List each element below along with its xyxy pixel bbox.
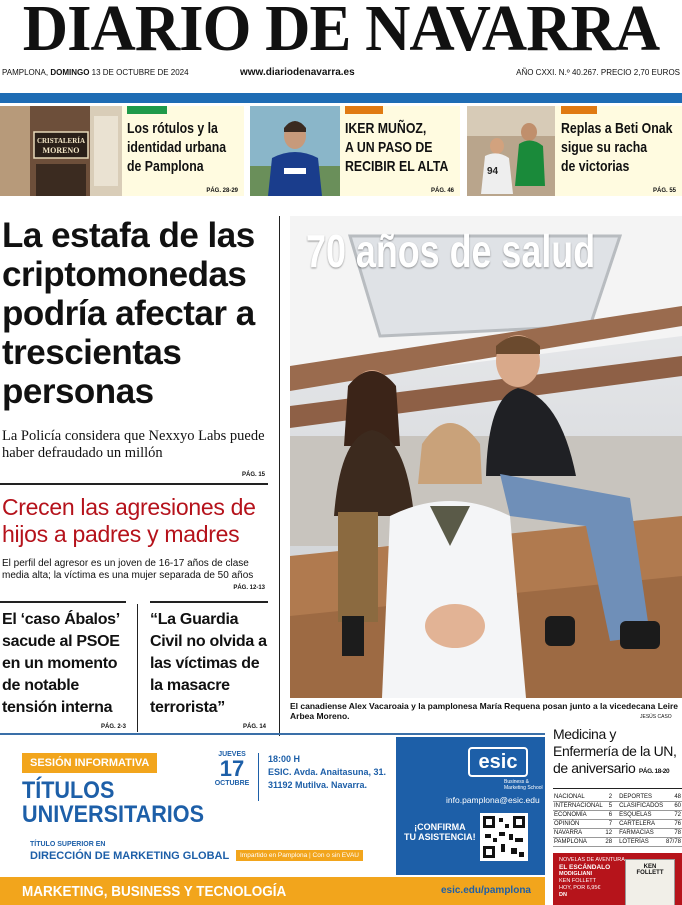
index-page[interactable]: 78 bbox=[665, 829, 682, 838]
teaser-iker-munoz[interactable] bbox=[250, 106, 460, 196]
esic-tagline: Business & Marketing School bbox=[504, 779, 543, 791]
lead-subhead: La Policía considera que Nexxyo Labs puede haber defraudado un millón bbox=[2, 428, 265, 461]
lead-headline[interactable]: La estafa de las criptomonedas podría afectar a trescientas personas bbox=[2, 216, 255, 411]
index-section[interactable]: NACIONAL bbox=[553, 793, 604, 802]
index-section[interactable]: CLASIFICADOS bbox=[613, 802, 665, 811]
ad-badge: SESIÓN INFORMATIVA bbox=[22, 753, 157, 773]
index-row bbox=[553, 811, 682, 820]
teaser-title: Replas a Beti Onak sigue su racha de victorias bbox=[561, 120, 673, 175]
index-row bbox=[553, 820, 682, 829]
storefront-photo bbox=[0, 106, 122, 196]
ad-esic-panel bbox=[396, 737, 545, 875]
index-page[interactable]: 12 bbox=[605, 830, 613, 836]
index-section[interactable]: FARMACIAS bbox=[613, 829, 665, 838]
index-row bbox=[553, 838, 682, 847]
index-page[interactable]: 7 bbox=[604, 820, 613, 829]
second-subhead: El perfil del agresor es un joven de 16-17 años de clase media alta; la víctima es una mujer separada de 50 años bbox=[2, 558, 254, 581]
teaser-page: PÁG. 28-29 bbox=[206, 188, 238, 194]
guardia-civil-headline[interactable]: “La Guardia Civil no olvida a las víctimas de la masacre terrorista” bbox=[150, 611, 267, 716]
issue-info: AÑO CXXI. N.º 40.267. PRECIO 2,70 EUROS bbox=[516, 68, 680, 77]
ad-sub-big: DIRECCIÓN DE MARKETING GLOBAL bbox=[30, 850, 230, 862]
second-page: PÁG. 12-13 bbox=[233, 585, 265, 591]
date: PAMPLONA, DOMINGO 13 DE OCTUBRE DE 2024 bbox=[2, 68, 189, 77]
index-section[interactable]: CARTELERA bbox=[613, 820, 665, 829]
index-section[interactable]: LOTERÍAS bbox=[613, 838, 665, 847]
storefront-sign-line1: CRISTALERÍA bbox=[36, 137, 86, 145]
index-section[interactable]: INTERNACIONAL bbox=[554, 803, 603, 809]
sidebar bbox=[553, 726, 682, 905]
index-page[interactable]: 28 bbox=[605, 839, 613, 845]
abalos-headline[interactable]: El ‘caso Ábalos’ sacude al PSOE en un momento de notable tensión interna bbox=[2, 611, 120, 716]
teaser-tag bbox=[127, 106, 167, 114]
guardia-civil-page: PÁG. 14 bbox=[242, 724, 266, 730]
divider bbox=[0, 601, 126, 603]
book-cover: KEN FOLLETT bbox=[625, 859, 675, 905]
player-number: 94 bbox=[487, 166, 499, 177]
ad-bar-url[interactable]: esic.edu/pamplona bbox=[440, 885, 531, 896]
ad-email[interactable]: info.pamplona@esic.edu bbox=[446, 795, 540, 805]
second-headline[interactable]: Crecen las agresiones de hijos a padres y madres bbox=[2, 494, 256, 547]
index-section[interactable]: ECONOMÍA bbox=[553, 811, 604, 820]
index-page[interactable]: 6 bbox=[604, 811, 613, 820]
index-page[interactable]: 5 bbox=[604, 802, 613, 811]
index-section[interactable]: NAVARRA bbox=[553, 829, 604, 838]
teaser-title: IKER MUÑOZ, A UN PASO DE RECIBIR EL ALTA bbox=[345, 120, 449, 175]
index-section[interactable]: ESQUELAS bbox=[613, 811, 665, 820]
photo-caption: El canadiense Alex Vacaroaia y la pamplonesa María Requena posan junto a la vicedecana Leire Arbea Moreno. bbox=[290, 701, 679, 721]
index-row bbox=[553, 829, 682, 838]
storefront-sign-line2: MORENO bbox=[42, 146, 80, 155]
section-index bbox=[553, 793, 682, 847]
index-page[interactable]: 48 bbox=[665, 793, 682, 802]
ad-details: 18:00 H ESIC. Avda. Anaitasuna, 31. 31192 Mutilva. Navarra. bbox=[268, 754, 387, 790]
teaser-page: PÁG. 46 bbox=[430, 188, 454, 194]
ad-bottom-bar bbox=[0, 877, 545, 905]
blue-band bbox=[0, 93, 682, 103]
teaser-page: PÁG. 55 bbox=[652, 188, 676, 194]
website-link[interactable]: www.diariodenavarra.es bbox=[240, 67, 355, 78]
ad-sub-note: Impartido en Pamplona | Con o sin EVAU bbox=[236, 850, 363, 861]
index-section[interactable]: PAMPLONA bbox=[553, 838, 604, 847]
teaser-tag bbox=[561, 106, 597, 114]
teaser-tag bbox=[345, 106, 383, 114]
divider bbox=[0, 483, 268, 485]
index-page[interactable]: 60 bbox=[665, 802, 682, 811]
main-photo[interactable] bbox=[290, 216, 682, 698]
lead-page: PÁG. 15 bbox=[241, 472, 265, 478]
book-promo-text: NOVELAS DE AVENTURA EL ESCÁNDALO MODIGLIANI KEN FOLLETT HOY, POR 6,95€ DN bbox=[559, 857, 625, 898]
index-row bbox=[553, 802, 682, 811]
ad-sub-small: TÍTULO SUPERIOR EN bbox=[30, 841, 106, 848]
index-page[interactable]: 76 bbox=[665, 820, 682, 829]
handball-photo bbox=[467, 106, 555, 196]
photo-credit: JESÚS CASO bbox=[640, 714, 672, 720]
ad-top-rule bbox=[0, 733, 545, 735]
ad-bar-text: MARKETING, BUSINESS Y TECNOLOGÍA bbox=[22, 883, 287, 900]
index-page[interactable]: 2 bbox=[604, 793, 613, 802]
esic-advert[interactable] bbox=[0, 737, 545, 905]
teaser-rotulos[interactable] bbox=[0, 106, 244, 196]
masthead-title: DIARIO DE NAVARRA bbox=[22, 0, 660, 65]
teaser-title: Los rótulos y la identidad urbana de Pamplona bbox=[127, 120, 227, 175]
sidebar-headline[interactable]: Medicina y Enfermería de la UN, de aniversario PÁG. 18-20 bbox=[553, 726, 677, 776]
index-section[interactable]: OPINIÓN bbox=[553, 820, 604, 829]
photo-headline[interactable]: 70 años de salud bbox=[306, 225, 596, 277]
ad-confirm[interactable]: ¡CONFIRMA TU ASISTENCIA! bbox=[404, 822, 476, 842]
ad-title: TÍTULOS UNIVERSITARIOS bbox=[22, 777, 205, 828]
book-promo[interactable] bbox=[553, 853, 682, 905]
column-rule bbox=[279, 216, 280, 736]
divider bbox=[150, 601, 268, 603]
abalos-page: PÁG. 2-3 bbox=[100, 724, 126, 730]
esic-logo: esic bbox=[468, 747, 528, 777]
teaser-replas-beti-onak[interactable] bbox=[467, 106, 682, 196]
index-page[interactable]: 87/78 bbox=[665, 839, 681, 845]
ad-date-rule bbox=[258, 753, 259, 801]
column-rule bbox=[137, 604, 138, 732]
index-page[interactable]: 72 bbox=[665, 811, 682, 820]
index-row bbox=[553, 793, 682, 802]
index-section[interactable]: DEPORTES bbox=[613, 793, 665, 802]
dateline bbox=[0, 66, 682, 80]
qr-code-icon[interactable] bbox=[480, 813, 528, 861]
ad-date: JUEVES 17 OCTUBRE bbox=[214, 751, 250, 787]
footballer-photo bbox=[250, 106, 340, 196]
